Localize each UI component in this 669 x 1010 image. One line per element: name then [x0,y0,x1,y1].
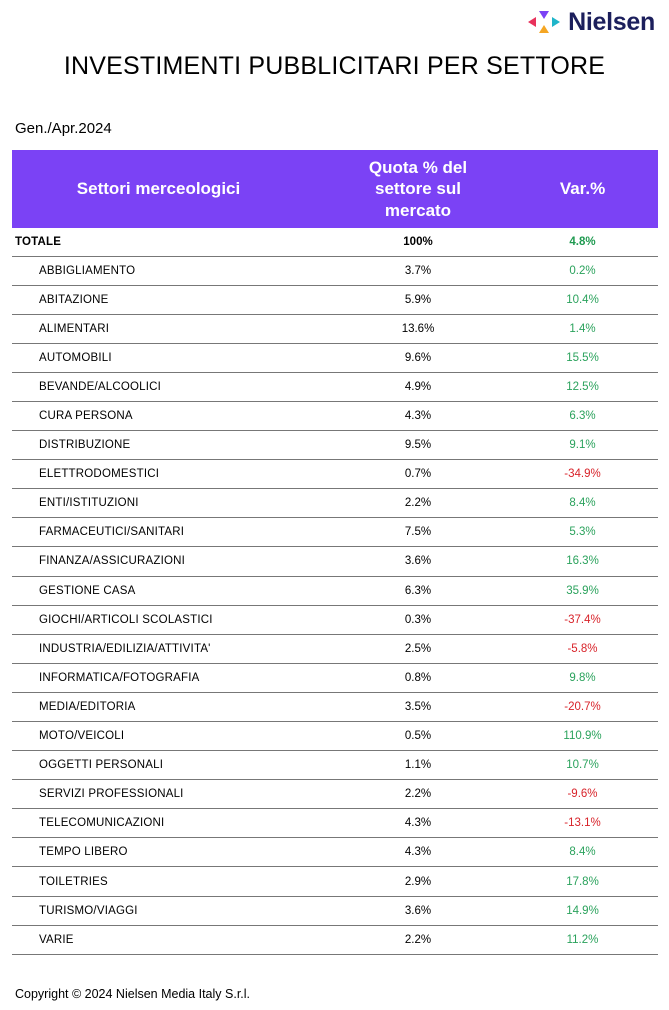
table-row [12,576,658,605]
sector-var: -20.7% [507,692,658,721]
sector-name: INFORMATICA/FOTOGRAFIA [12,663,329,692]
sector-name: TELECOMUNICAZIONI [12,809,329,838]
sector-share: 0.7% [329,460,507,489]
sector-var: -13.1% [507,809,658,838]
sector-name: MOTO/VEICOLI [12,722,329,751]
sector-share: 9.5% [329,431,507,460]
sector-share: 0.5% [329,722,507,751]
sector-name: GESTIONE CASA [12,576,329,605]
total-share: 100% [329,228,507,256]
sector-var: -9.6% [507,780,658,809]
sector-var: -34.9% [507,460,658,489]
table-row [12,780,658,809]
sector-share: 3.7% [329,256,507,285]
sector-share: 4.3% [329,401,507,430]
nielsen-arrows-logo-icon [526,9,562,35]
table-row [12,663,658,692]
header-var-lines [507,178,658,199]
total-row [12,228,658,256]
sector-name: ELETTRODOMESTICI [12,460,329,489]
sector-var: 12.5% [507,372,658,401]
sector-name: VARIE [12,925,329,954]
sector-var: 15.5% [507,343,658,372]
sector-name: FINANZA/ASSICURAZIONI [12,547,329,576]
sector-name: TOILETRIES [12,867,329,896]
table-row [12,489,658,518]
sector-share: 1.1% [329,751,507,780]
sector-var: 8.4% [507,838,658,867]
sector-name: MEDIA/EDITORIA [12,692,329,721]
table-row [12,838,658,867]
header-share [329,150,507,228]
sector-var: -5.8% [507,634,658,663]
sector-share: 4.3% [329,838,507,867]
table-row [12,722,658,751]
sector-name: INDUSTRIA/EDILIZIA/ATTIVITA' [12,634,329,663]
sector-var: 14.9% [507,896,658,925]
sector-name: BEVANDE/ALCOOLICI [12,372,329,401]
copyright-footer: Copyright © 2024 Nielsen Media Italy S.r.l. [15,987,251,1001]
sector-var: 110.9% [507,722,658,751]
table-row [12,460,658,489]
table-row [12,692,658,721]
table-header-row [12,150,658,228]
sector-var: 10.4% [507,285,658,314]
sector-var: 6.3% [507,401,658,430]
table-row [12,809,658,838]
sector-share: 6.3% [329,576,507,605]
total-label: TOTALE [12,228,329,256]
sector-share: 2.2% [329,780,507,809]
header-line: mercato [384,200,452,220]
sector-share: 0.8% [329,663,507,692]
sector-share: 2.5% [329,634,507,663]
sector-share: 0.3% [329,605,507,634]
sector-name: ENTI/ISTITUZIONI [12,489,329,518]
table-row [12,343,658,372]
table-row [12,431,658,460]
sector-var: 9.1% [507,431,658,460]
table-row [12,896,658,925]
sector-share: 2.9% [329,867,507,896]
sector-share: 3.5% [329,692,507,721]
sector-var: 1.4% [507,314,658,343]
header-line: Var.% [559,179,606,199]
table-row [12,372,658,401]
sector-name: FARMACEUTICI/SANITARI [12,518,329,547]
header-sector-lines [12,178,305,199]
table-row [12,751,658,780]
sector-var: 35.9% [507,576,658,605]
header-line: settore sul [375,179,461,199]
table-row [12,518,658,547]
table-row [12,925,658,954]
sector-var: 16.3% [507,547,658,576]
sector-var: 9.8% [507,663,658,692]
table-row [12,314,658,343]
table-row [12,401,658,430]
brand-name: Nielsen [568,7,655,36]
table-row [12,547,658,576]
header-line: Settori merceologici [76,179,241,199]
sector-var: 5.3% [507,518,658,547]
sector-share: 4.3% [329,809,507,838]
table-row [12,256,658,285]
sector-name: ABITAZIONE [12,285,329,314]
sector-name: DISTRIBUZIONE [12,431,329,460]
sector-name: GIOCHI/ARTICOLI SCOLASTICI [12,605,329,634]
sector-share: 5.9% [329,285,507,314]
sector-name: TURISMO/VIAGGI [12,896,329,925]
sector-name: ABBIGLIAMENTO [12,256,329,285]
header-line: Quota % del [368,158,468,178]
sector-name: ALIMENTARI [12,314,329,343]
sector-share: 3.6% [329,547,507,576]
header-var [507,150,658,228]
page-title: INVESTIMENTI PUBBLICITARI PER SETTORE [63,52,606,80]
sector-var: 17.8% [507,867,658,896]
sector-share: 3.6% [329,896,507,925]
table-row [12,605,658,634]
sector-share: 2.2% [329,925,507,954]
nielsen-logo [526,8,655,36]
sector-var: 10.7% [507,751,658,780]
sector-name: AUTOMOBILI [12,343,329,372]
sector-name: TEMPO LIBERO [12,838,329,867]
table-row [12,634,658,663]
sector-share: 2.2% [329,489,507,518]
sector-share: 7.5% [329,518,507,547]
total-var: 4.8% [507,228,658,256]
sector-investment-table [12,150,658,955]
sector-var: 0.2% [507,256,658,285]
header-share-lines [329,157,507,221]
table-body [12,228,658,954]
table-row [12,867,658,896]
sector-var: 11.2% [507,925,658,954]
sector-name: OGGETTI PERSONALI [12,751,329,780]
header-sector [12,150,329,228]
sector-share: 13.6% [329,314,507,343]
table-row [12,285,658,314]
sector-name: SERVIZI PROFESSIONALI [12,780,329,809]
sector-var: -37.4% [507,605,658,634]
sector-var: 8.4% [507,489,658,518]
period-label: Gen./Apr.2024 [15,120,112,137]
sector-share: 4.9% [329,372,507,401]
sector-name: CURA PERSONA [12,401,329,430]
sector-share: 9.6% [329,343,507,372]
